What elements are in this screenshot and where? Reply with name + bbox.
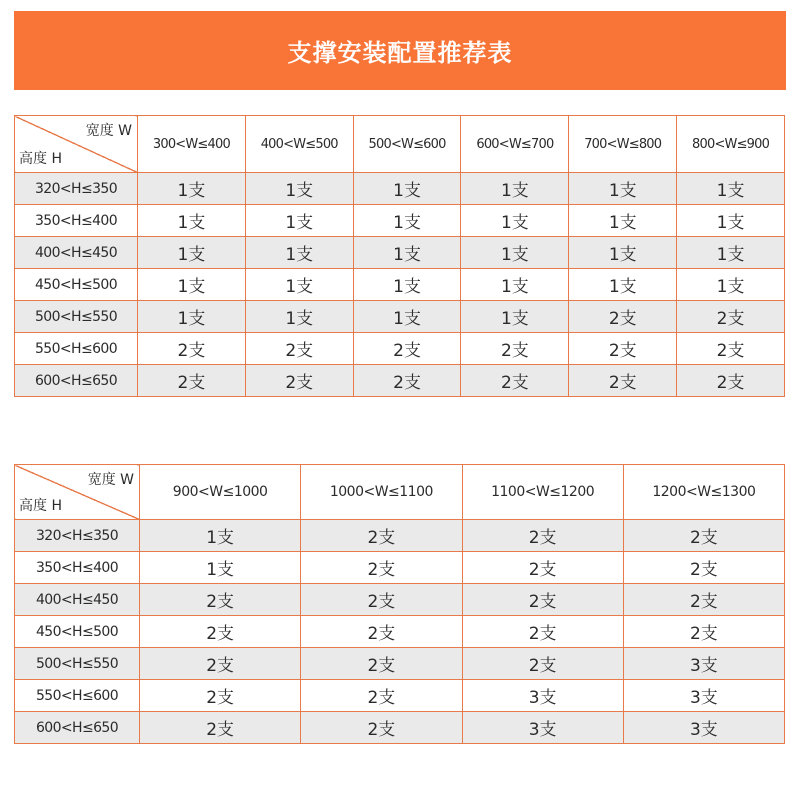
table-cell: 2支 [301, 616, 462, 648]
table-cell: 2支 [677, 301, 785, 333]
table-cell: 1支 [569, 205, 677, 237]
table-row [15, 680, 785, 712]
table-cell: 1支 [138, 173, 246, 205]
table-cell: 2支 [462, 520, 623, 552]
row-header: 600<H≤650 [15, 365, 138, 397]
row-header: 400<H≤450 [15, 584, 140, 616]
table-cell: 2支 [245, 333, 353, 365]
table-cell: 2支 [140, 584, 301, 616]
table-cell: 1支 [461, 173, 569, 205]
table-cell: 1支 [353, 269, 461, 301]
table-cell: 1支 [677, 269, 785, 301]
table-cell: 2支 [462, 552, 623, 584]
row-header: 350<H≤400 [15, 205, 138, 237]
table-cell: 1支 [677, 205, 785, 237]
row-header: 450<H≤500 [15, 616, 140, 648]
table-cell: 1支 [245, 269, 353, 301]
table-row [15, 616, 785, 648]
table-cell: 2支 [462, 584, 623, 616]
table-cell: 2支 [462, 648, 623, 680]
column-header: 1200<W≤1300 [623, 465, 784, 520]
table-cell: 2支 [569, 333, 677, 365]
table-cell: 2支 [353, 333, 461, 365]
table-cell: 2支 [138, 365, 246, 397]
table-cell: 3支 [462, 680, 623, 712]
table-cell: 2支 [461, 333, 569, 365]
table-row [15, 552, 785, 584]
table-cell: 1支 [138, 205, 246, 237]
table-cell: 2支 [462, 616, 623, 648]
corner-header [15, 116, 138, 173]
row-header: 550<H≤600 [15, 680, 140, 712]
table-cell: 1支 [569, 173, 677, 205]
table-cell: 2支 [301, 552, 462, 584]
table-cell: 3支 [623, 680, 784, 712]
column-header: 400<W≤500 [245, 116, 353, 173]
table-cell: 2支 [138, 333, 246, 365]
table-cell: 1支 [461, 205, 569, 237]
table-row [15, 712, 785, 744]
row-header: 350<H≤400 [15, 552, 140, 584]
table-row [15, 365, 785, 397]
height-axis-label: 高度 H [19, 498, 62, 514]
row-header: 500<H≤550 [15, 648, 140, 680]
table-cell: 3支 [462, 712, 623, 744]
table-cell: 1支 [677, 173, 785, 205]
table-cell: 2支 [677, 365, 785, 397]
table-cell: 1支 [353, 173, 461, 205]
column-header: 1000<W≤1100 [301, 465, 462, 520]
table-cell: 2支 [245, 365, 353, 397]
table-row [15, 237, 785, 269]
row-header: 320<H≤350 [15, 520, 140, 552]
table-cell: 1支 [569, 237, 677, 269]
support-config-table-1 [14, 115, 785, 397]
table-cell: 2支 [301, 680, 462, 712]
table-cell: 1支 [245, 237, 353, 269]
table-cell: 1支 [140, 552, 301, 584]
table-cell: 2支 [677, 333, 785, 365]
table-row [15, 333, 785, 365]
table-cell: 2支 [623, 584, 784, 616]
table-cell: 2支 [301, 712, 462, 744]
table-cell: 1支 [677, 237, 785, 269]
table-cell: 1支 [353, 237, 461, 269]
width-axis-label: 宽度 W [85, 123, 132, 139]
table-cell: 1支 [245, 205, 353, 237]
column-header: 1100<W≤1200 [462, 465, 623, 520]
table-cell: 2支 [623, 520, 784, 552]
table-cell: 2支 [623, 616, 784, 648]
table-cell: 1支 [353, 205, 461, 237]
table-cell: 1支 [140, 520, 301, 552]
corner-header [15, 465, 140, 520]
table-row [15, 520, 785, 552]
table-row [15, 173, 785, 205]
column-header: 800<W≤900 [677, 116, 785, 173]
table-cell: 2支 [623, 552, 784, 584]
table-cell: 1支 [245, 173, 353, 205]
table-cell: 2支 [140, 712, 301, 744]
width-axis-label: 宽度 W [87, 472, 134, 488]
row-header: 550<H≤600 [15, 333, 138, 365]
table-cell: 2支 [353, 365, 461, 397]
row-header: 500<H≤550 [15, 301, 138, 333]
table-row [15, 648, 785, 680]
table-cell: 2支 [569, 365, 677, 397]
table-cell: 1支 [138, 301, 246, 333]
row-header: 450<H≤500 [15, 269, 138, 301]
table-cell: 1支 [353, 301, 461, 333]
table-cell: 1支 [461, 301, 569, 333]
row-header: 400<H≤450 [15, 237, 138, 269]
table-cell: 3支 [623, 712, 784, 744]
table-cell: 2支 [301, 648, 462, 680]
column-header: 700<W≤800 [569, 116, 677, 173]
column-header: 600<W≤700 [461, 116, 569, 173]
support-config-table-2 [14, 464, 785, 744]
table-cell: 1支 [138, 269, 246, 301]
table-cell: 1支 [245, 301, 353, 333]
table-row [15, 269, 785, 301]
row-header: 320<H≤350 [15, 173, 138, 205]
title-banner [14, 11, 786, 90]
table-row [15, 301, 785, 333]
table-cell: 2支 [569, 301, 677, 333]
table-cell: 2支 [301, 520, 462, 552]
row-header: 600<H≤650 [15, 712, 140, 744]
column-header: 900<W≤1000 [140, 465, 301, 520]
table-cell: 1支 [461, 237, 569, 269]
table-cell: 2支 [301, 584, 462, 616]
table-row [15, 205, 785, 237]
table-row [15, 584, 785, 616]
table-cell: 1支 [569, 269, 677, 301]
height-axis-label: 高度 H [19, 151, 62, 167]
column-header: 500<W≤600 [353, 116, 461, 173]
table-cell: 2支 [140, 648, 301, 680]
table-cell: 2支 [461, 365, 569, 397]
table-cell: 2支 [140, 680, 301, 712]
column-header: 300<W≤400 [138, 116, 246, 173]
table-cell: 1支 [461, 269, 569, 301]
table-cell: 3支 [623, 648, 784, 680]
table-cell: 2支 [140, 616, 301, 648]
table-cell: 1支 [138, 237, 246, 269]
page-title: 支撑安装配置推荐表 [287, 39, 513, 67]
